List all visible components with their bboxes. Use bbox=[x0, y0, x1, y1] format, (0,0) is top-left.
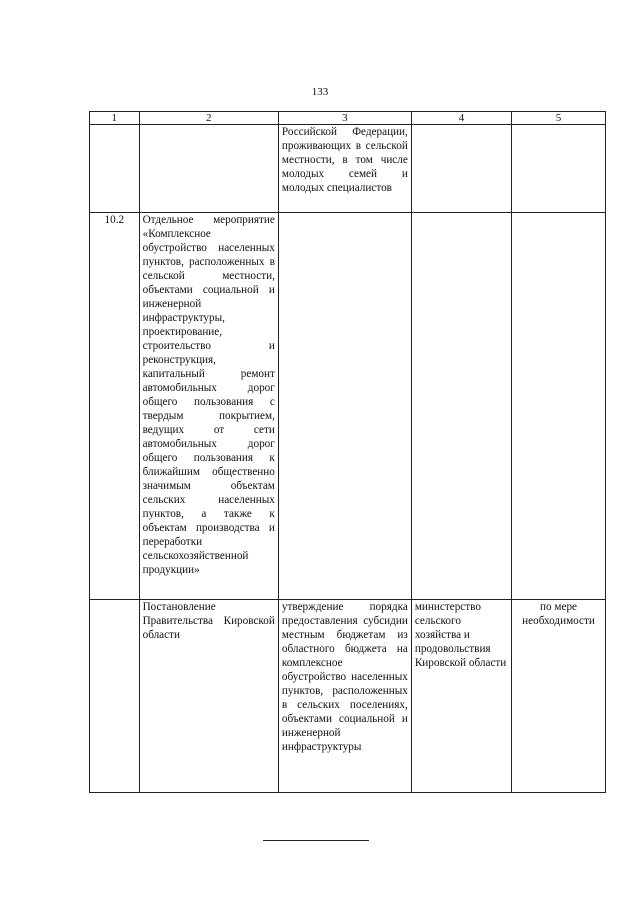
row1-executor-cell bbox=[411, 125, 511, 213]
row3-deadline-cell: по мере необходимости bbox=[512, 600, 606, 793]
page-number: 133 bbox=[311, 86, 329, 98]
column-header-5: 5 bbox=[512, 112, 606, 125]
table-row bbox=[90, 213, 606, 600]
row3-executor-cell: министерство сельского хозяйства и продовольствия Кировской области bbox=[411, 600, 511, 793]
row1-name-cell bbox=[139, 125, 278, 213]
row2-content-cell bbox=[278, 213, 411, 600]
row2-name-cell: Отдельное мероприятие «Комплексное обустройство населенных пунктов, расположенных в сельской местности, объектами социальной и инженерной инфраструктуры, проектирование, строительство и реконструкция, капитальный ремонт автомобильных дорог общего пользования с твердым покрытием, ведущих от сети автомобильных дорог общего пользования к ближайшим общественно значимым объектам сельских населенных пунктов, а также к объектам производства и переработки сельскохозяйственной продукции» bbox=[139, 213, 278, 600]
table-row bbox=[90, 600, 606, 793]
column-header-4: 4 bbox=[411, 112, 511, 125]
row2-executor-cell bbox=[411, 213, 511, 600]
row3-content-cell: утверждение порядка предоставления субсидии местным бюджетам из областного бюджета на комплексное обустройство населенных пунктов, расположенных в сельских поселениях, объектами социальной и инженерной инфраструктуры bbox=[278, 600, 411, 793]
row1-number-cell bbox=[90, 125, 140, 213]
row1-content-cell: Российской Федерации, проживающих в сельской местности, в том числе молодых семей и молодых специалистов bbox=[278, 125, 411, 213]
row3-number-cell bbox=[90, 600, 140, 793]
row3-name-cell: Постановление Правительства Кировской области bbox=[139, 600, 278, 793]
row1-deadline-cell bbox=[512, 125, 606, 213]
footer-rule bbox=[263, 840, 369, 841]
column-header-2: 2 bbox=[139, 112, 278, 125]
column-header-3: 3 bbox=[278, 112, 411, 125]
table-row bbox=[90, 125, 606, 213]
row2-number-cell: 10.2 bbox=[90, 213, 140, 600]
table-header-row bbox=[90, 112, 606, 125]
program-table bbox=[89, 111, 606, 793]
column-header-1: 1 bbox=[90, 112, 140, 125]
row2-deadline-cell bbox=[512, 213, 606, 600]
